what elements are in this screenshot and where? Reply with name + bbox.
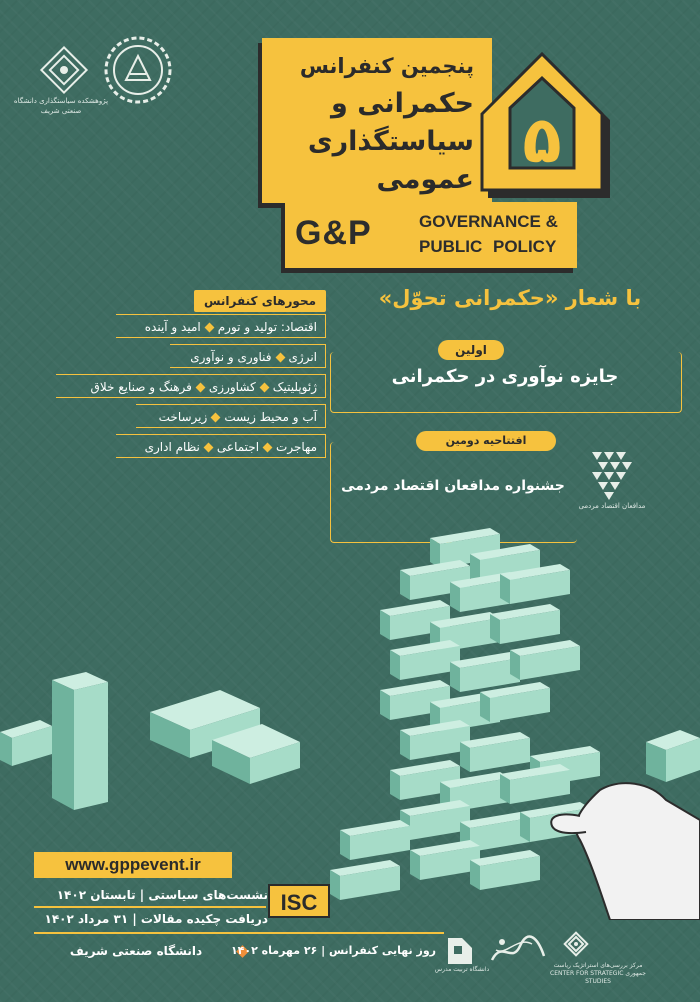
bullet-icon <box>263 443 273 453</box>
venue: دانشگاه صنعتی شریف <box>69 944 203 958</box>
strategic-studies-center-logo <box>556 928 596 964</box>
loose-block <box>0 720 52 766</box>
isc-logo: ISC <box>268 884 330 918</box>
conference-axis-row <box>136 404 326 428</box>
final-conference-day: روز نهایی کنفرانس | ۲۶ مهرماه ۱۴۰۲ <box>230 944 436 957</box>
conference-axis-item: کشاورزی <box>208 380 256 394</box>
conference-axis-item: انرژی <box>288 350 317 364</box>
policy-institute-caption: پژوهشکده سیاستگذاری دانشگاه صنعتی شریف <box>13 97 109 115</box>
university-logo <box>444 934 476 968</box>
conference-axis-row <box>116 434 326 458</box>
loose-block <box>646 730 700 782</box>
gpp-logo: G&P <box>295 214 372 252</box>
bullet-icon <box>259 383 269 393</box>
bullet-icon <box>204 323 214 333</box>
prize-title: جایزه نوآوری در حکمرانی <box>391 366 619 387</box>
abstract-deadline: دریافت چکیده مقالات | ۳۱ مرداد ۱۴۰۲ <box>44 912 268 926</box>
title-line-3: سیاستگذاری <box>307 126 474 157</box>
conference-axis-item: زیرساخت <box>158 410 208 424</box>
conference-axis-item: امید و آینده <box>144 320 201 334</box>
divider <box>34 932 444 934</box>
festival-logo <box>582 444 642 504</box>
loose-block <box>52 672 108 810</box>
festival-label: افتتاحیه دومین <box>416 431 556 451</box>
conference-axis-item: فناوری و نوآوری <box>190 350 272 364</box>
sharif-university-logo <box>102 34 174 106</box>
festival-title: جشنواره مدافعان اقتصاد مردمی <box>341 478 565 494</box>
fifth-edition-emblem <box>470 50 630 202</box>
bullet-icon <box>203 443 213 453</box>
conference-axis-row <box>56 374 326 398</box>
slogan: با شعار «حکمرانی تحوّل» <box>378 286 642 310</box>
strategic-studies-center-caption: مرکز بررسی‌های استراتژیک ریاست جمهوری CENTER FOR STRATEGIC STUDIES <box>550 962 646 985</box>
brand-english-line-2: PUBLIC POLICY <box>419 237 557 256</box>
conference-axis-item: اجتماعی <box>216 440 260 454</box>
gpp-brand-band <box>285 202 577 268</box>
conference-title-box <box>262 38 492 203</box>
jenga-tower <box>330 528 600 900</box>
conference-axes-title: محورهای کنفرانس <box>194 290 326 312</box>
conference-axis-item: آب و محیط زیست <box>224 410 317 424</box>
festival-logo-caption: مدافعان اقتصاد مردمی <box>578 502 646 510</box>
conference-axis-item: فرهنگ و صنایع خلاق <box>90 380 192 394</box>
edition-number: ۵ <box>522 104 562 178</box>
title-line-2: حکمرانی و <box>331 88 474 119</box>
brand-english-line-1: GOVERNANCE & <box>419 212 558 231</box>
conference-axis-item: نظام اداری <box>144 440 200 454</box>
policy-sessions-date: نشست‌های سیاستی | تابستان ۱۴۰۲ <box>56 888 268 902</box>
bullet-icon <box>195 383 205 393</box>
university-logo-caption: دانشگاه تربیت مدرس <box>434 966 490 973</box>
bullet-icon <box>211 413 221 423</box>
title-line-4: عمومی <box>376 164 474 195</box>
conference-axis-item: اقتصاد: تولید و تورم <box>217 320 317 334</box>
conference-axis-item: ژئوپلیتیک <box>272 380 317 394</box>
divider <box>34 906 266 908</box>
calligraphy-emblem-logo <box>488 930 548 970</box>
title-line-1: پنجمین کنفرانس <box>299 54 474 78</box>
website-url[interactable]: www.gppevent.ir <box>34 852 232 878</box>
prize-label: اولین <box>438 340 504 360</box>
conference-axis-row <box>116 314 326 338</box>
conference-axis-row <box>170 344 326 368</box>
conference-axis-item: مهاجرت <box>276 440 317 454</box>
policy-institute-logo <box>34 40 94 100</box>
bullet-icon <box>275 353 285 363</box>
